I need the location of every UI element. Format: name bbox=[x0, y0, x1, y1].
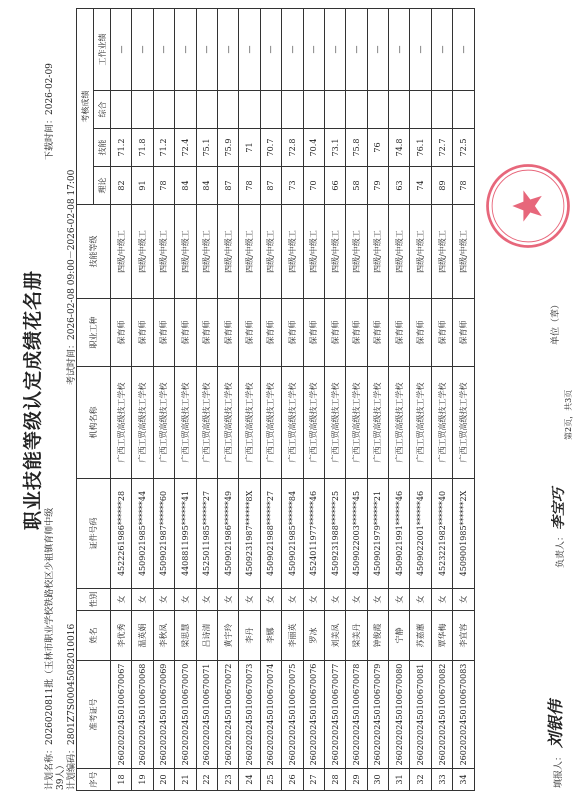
header-job: 职业工种 bbox=[77, 299, 111, 367]
cell-name: 钟俊霞 bbox=[367, 611, 388, 661]
header-skill: 技能 bbox=[94, 129, 111, 167]
cell-theory: 87 bbox=[217, 167, 238, 205]
plan-name-continued: 39人） bbox=[56, 760, 66, 790]
cell-work: — bbox=[346, 9, 367, 91]
cell-name: 李宜容 bbox=[453, 611, 474, 661]
cell-id: 4509231987******8X bbox=[239, 479, 260, 589]
cell-overall bbox=[132, 91, 153, 129]
cell-gender: 女 bbox=[111, 589, 132, 611]
cell-gender: 女 bbox=[431, 589, 452, 611]
cell-id: 4509021985******84 bbox=[282, 479, 303, 589]
cell-theory: 78 bbox=[153, 167, 174, 205]
cell-level: 四级/中级工 bbox=[111, 205, 132, 299]
cell-ticket: 26020202450100670073 bbox=[239, 661, 260, 769]
header-theory: 理论 bbox=[94, 167, 111, 205]
cell-org: 广西工贸高级技工学校 bbox=[260, 367, 281, 479]
cell-skill: 72.4 bbox=[175, 129, 196, 167]
page-number: 第2页，共3页 bbox=[564, 389, 573, 440]
cell-job: 保育师 bbox=[410, 299, 431, 367]
cell-seq: 24 bbox=[239, 769, 260, 791]
table-row bbox=[346, 9, 367, 791]
cell-overall bbox=[453, 91, 474, 129]
cell-job: 保育师 bbox=[111, 299, 132, 367]
filler-label: 填报人： bbox=[554, 751, 564, 788]
header-ticket: 准考证号 bbox=[77, 661, 111, 769]
cell-level: 四级/中级工 bbox=[389, 205, 410, 299]
cell-ticket: 26020202450100670075 bbox=[282, 661, 303, 769]
cell-org: 广西工贸高级技工学校 bbox=[324, 367, 345, 479]
header-work: 工作业绩 bbox=[94, 9, 111, 91]
cell-work: — bbox=[132, 9, 153, 91]
cell-id: 4509021979******21 bbox=[367, 479, 388, 589]
cell-gender: 女 bbox=[239, 589, 260, 611]
cell-work: — bbox=[324, 9, 345, 91]
cell-job: 保育师 bbox=[153, 299, 174, 367]
cell-ticket: 26020202450100670072 bbox=[217, 661, 238, 769]
cell-overall bbox=[217, 91, 238, 129]
cell-gender: 女 bbox=[324, 589, 345, 611]
cell-overall bbox=[260, 91, 281, 129]
cell-skill: 71.2 bbox=[153, 129, 174, 167]
cell-name: 温英娟 bbox=[132, 611, 153, 661]
cell-name: 苏嘉蕙 bbox=[410, 611, 431, 661]
cell-id: 4509231988******25 bbox=[324, 479, 345, 589]
cell-overall bbox=[367, 91, 388, 129]
cell-seq: 25 bbox=[260, 769, 281, 791]
cell-id: 4509021988******27 bbox=[260, 479, 281, 589]
cell-gender: 女 bbox=[389, 589, 410, 611]
print-time: 下载时间：2026-02-09 bbox=[45, 63, 55, 160]
cell-job: 保育师 bbox=[260, 299, 281, 367]
filler-handwriting: 刘银伟 bbox=[546, 699, 565, 748]
cell-ticket: 26020202450100670078 bbox=[346, 661, 367, 769]
cell-org: 广西工贸高级技工学校 bbox=[453, 367, 474, 479]
cell-work: — bbox=[175, 9, 196, 91]
cell-name: 宁静 bbox=[389, 611, 410, 661]
cell-job: 保育师 bbox=[431, 299, 452, 367]
table-row bbox=[303, 9, 324, 791]
cell-job: 保育师 bbox=[175, 299, 196, 367]
cell-id: 4525011985******27 bbox=[196, 479, 217, 589]
cell-seq: 18 bbox=[111, 769, 132, 791]
cell-theory: 74 bbox=[410, 167, 431, 205]
cell-id: 4522261986******28 bbox=[111, 479, 132, 589]
table-row bbox=[196, 9, 217, 791]
cell-skill: 73.1 bbox=[324, 129, 345, 167]
cell-seq: 27 bbox=[303, 769, 324, 791]
cell-seq: 32 bbox=[410, 769, 431, 791]
cell-level: 四级/中级工 bbox=[260, 205, 281, 299]
cell-theory: 66 bbox=[324, 167, 345, 205]
cell-ticket: 26020202450100670083 bbox=[453, 661, 474, 769]
cell-overall bbox=[196, 91, 217, 129]
leader-label: 负责人： bbox=[556, 531, 566, 568]
header-scores: 考核成绩 bbox=[77, 9, 94, 205]
cell-overall bbox=[175, 91, 196, 129]
cell-name: 吕诗清 bbox=[196, 611, 217, 661]
cell-id: 4509021987******60 bbox=[153, 479, 174, 589]
cell-skill: 75.1 bbox=[196, 129, 217, 167]
cell-name: 李秋凤 bbox=[153, 611, 174, 661]
cell-name: 李丹 bbox=[239, 611, 260, 661]
cell-seq: 26 bbox=[282, 769, 303, 791]
cell-seq: 34 bbox=[453, 769, 474, 791]
cell-org: 广西工贸高级技工学校 bbox=[239, 367, 260, 479]
table-row bbox=[132, 9, 153, 791]
cell-level: 四级/中级工 bbox=[196, 205, 217, 299]
cell-ticket: 26020202450100670082 bbox=[431, 661, 452, 769]
cell-overall bbox=[346, 91, 367, 129]
cell-name: 梁美丹 bbox=[346, 611, 367, 661]
cell-org: 广西工贸高级技工学校 bbox=[196, 367, 217, 479]
cell-job: 保育师 bbox=[217, 299, 238, 367]
cell-work: — bbox=[453, 9, 474, 91]
cell-skill: 76 bbox=[367, 129, 388, 167]
leader-signature bbox=[548, 488, 568, 568]
cell-gender: 女 bbox=[132, 589, 153, 611]
cell-ticket: 26020202450100670068 bbox=[132, 661, 153, 769]
table-row bbox=[111, 9, 132, 791]
cell-gender: 女 bbox=[196, 589, 217, 611]
cell-gender: 女 bbox=[410, 589, 431, 611]
cell-skill: 72.5 bbox=[453, 129, 474, 167]
cell-job: 保育师 bbox=[303, 299, 324, 367]
cell-org: 广西工贸高级技工学校 bbox=[153, 367, 174, 479]
cell-overall bbox=[153, 91, 174, 129]
cell-skill: 72.8 bbox=[282, 129, 303, 167]
cell-level: 四级/中级工 bbox=[132, 205, 153, 299]
cell-id: 4408811995******41 bbox=[175, 479, 196, 589]
cell-job: 保育师 bbox=[132, 299, 153, 367]
cell-gender: 女 bbox=[282, 589, 303, 611]
cell-gender: 女 bbox=[303, 589, 324, 611]
cell-work: — bbox=[196, 9, 217, 91]
cell-theory: 84 bbox=[196, 167, 217, 205]
cell-gender: 女 bbox=[367, 589, 388, 611]
cell-seq: 30 bbox=[367, 769, 388, 791]
official-seal-stamp bbox=[482, 160, 574, 252]
cell-skill: 75.9 bbox=[217, 129, 238, 167]
header-gender: 性别 bbox=[77, 589, 111, 611]
cell-level: 四级/中级工 bbox=[239, 205, 260, 299]
cell-gender: 女 bbox=[217, 589, 238, 611]
cell-skill: 76.1 bbox=[410, 129, 431, 167]
cell-skill: 71.2 bbox=[111, 129, 132, 167]
cell-work: — bbox=[389, 9, 410, 91]
cell-seq: 28 bbox=[324, 769, 345, 791]
cell-work: — bbox=[153, 9, 174, 91]
cell-id: 4509021986******49 bbox=[217, 479, 238, 589]
cell-theory: 79 bbox=[367, 167, 388, 205]
cell-theory: 70 bbox=[303, 167, 324, 205]
cell-org: 广西工贸高级技工学校 bbox=[303, 367, 324, 479]
cell-id: 4509022003******45 bbox=[346, 479, 367, 589]
cell-level: 四级/中级工 bbox=[453, 205, 474, 299]
cell-work: — bbox=[410, 9, 431, 91]
cell-name: 李丽英 bbox=[282, 611, 303, 661]
cell-gender: 女 bbox=[153, 589, 174, 611]
table-row bbox=[217, 9, 238, 791]
cell-level: 四级/中级工 bbox=[346, 205, 367, 299]
cell-theory: 78 bbox=[453, 167, 474, 205]
cell-id: 4524011977******46 bbox=[303, 479, 324, 589]
header-id: 证件号码 bbox=[77, 479, 111, 589]
cell-work: — bbox=[217, 9, 238, 91]
cell-seq: 31 bbox=[389, 769, 410, 791]
cell-theory: 58 bbox=[346, 167, 367, 205]
cell-overall bbox=[431, 91, 452, 129]
cell-job: 保育师 bbox=[239, 299, 260, 367]
cell-gender: 女 bbox=[453, 589, 474, 611]
cell-id: 4523221982******40 bbox=[431, 479, 452, 589]
cell-skill: 70.7 bbox=[260, 129, 281, 167]
cell-overall bbox=[111, 91, 132, 129]
cell-theory: 78 bbox=[239, 167, 260, 205]
cell-ticket: 26020202450100670079 bbox=[367, 661, 388, 769]
cell-name: 覃华梅 bbox=[431, 611, 452, 661]
cell-overall bbox=[282, 91, 303, 129]
cell-theory: 87 bbox=[260, 167, 281, 205]
cell-ticket: 26020202450100670081 bbox=[410, 661, 431, 769]
plan-name: 计划名称：2026020811批（玉林市职业学校铁路校区少祖镇育师中级 bbox=[45, 507, 55, 790]
cell-job: 保育师 bbox=[324, 299, 345, 367]
cell-ticket: 26020202450100670080 bbox=[389, 661, 410, 769]
cell-org: 广西工贸高级技工学校 bbox=[367, 367, 388, 479]
cell-work: — bbox=[282, 9, 303, 91]
cell-level: 四级/中级工 bbox=[367, 205, 388, 299]
cell-name: 李娜 bbox=[260, 611, 281, 661]
cell-skill: 71 bbox=[239, 129, 260, 167]
cell-name: 李优秀 bbox=[111, 611, 132, 661]
table-row bbox=[453, 9, 474, 791]
cell-org: 广西工贸高级技工学校 bbox=[346, 367, 367, 479]
cell-ticket: 26020202450100670067 bbox=[111, 661, 132, 769]
cell-seq: 21 bbox=[175, 769, 196, 791]
cell-work: — bbox=[239, 9, 260, 91]
cell-level: 四级/中级工 bbox=[217, 205, 238, 299]
table-row bbox=[175, 9, 196, 791]
cell-name: 罗冰 bbox=[303, 611, 324, 661]
cell-work: — bbox=[367, 9, 388, 91]
table-row bbox=[282, 9, 303, 791]
cell-org: 广西工贸高级技工学校 bbox=[111, 367, 132, 479]
cell-org: 广西工贸高级技工学校 bbox=[132, 367, 153, 479]
cell-seq: 19 bbox=[132, 769, 153, 791]
table-row bbox=[260, 9, 281, 791]
cell-seq: 29 bbox=[346, 769, 367, 791]
filler-signature bbox=[543, 700, 566, 788]
cell-theory: 91 bbox=[132, 167, 153, 205]
cell-ticket: 26020202450100670076 bbox=[303, 661, 324, 769]
cell-overall bbox=[410, 91, 431, 129]
cell-job: 保育师 bbox=[389, 299, 410, 367]
cell-overall bbox=[303, 91, 324, 129]
table-row bbox=[431, 9, 452, 791]
cell-job: 保育师 bbox=[196, 299, 217, 367]
cell-skill: 75.8 bbox=[346, 129, 367, 167]
cell-ticket: 26020202450100670077 bbox=[324, 661, 345, 769]
cell-skill: 72.7 bbox=[431, 129, 452, 167]
cell-seq: 33 bbox=[431, 769, 452, 791]
cell-overall bbox=[324, 91, 345, 129]
cell-theory: 63 bbox=[389, 167, 410, 205]
cell-gender: 女 bbox=[346, 589, 367, 611]
cell-org: 广西工贸高级技工学校 bbox=[431, 367, 452, 479]
cell-seq: 22 bbox=[196, 769, 217, 791]
cell-work: — bbox=[303, 9, 324, 91]
cell-theory: 82 bbox=[111, 167, 132, 205]
cell-level: 四级/中级工 bbox=[410, 205, 431, 299]
header-name: 姓名 bbox=[77, 611, 111, 661]
cell-level: 四级/中级工 bbox=[153, 205, 174, 299]
cell-gender: 女 bbox=[260, 589, 281, 611]
cell-id: 4509001985******2X bbox=[453, 479, 474, 589]
cell-gender: 女 bbox=[175, 589, 196, 611]
cell-org: 广西工贸高级技工学校 bbox=[282, 367, 303, 479]
table-row bbox=[367, 9, 388, 791]
cell-org: 广西工贸高级技工学校 bbox=[389, 367, 410, 479]
plan-number: 计划编码：2801Z7S00045082010016 bbox=[67, 623, 77, 790]
cell-name: 刘美凤 bbox=[324, 611, 345, 661]
cell-skill: 70.4 bbox=[303, 129, 324, 167]
cell-job: 保育师 bbox=[346, 299, 367, 367]
cell-org: 广西工贸高级技工学校 bbox=[175, 367, 196, 479]
cell-ticket: 26020202450100670069 bbox=[153, 661, 174, 769]
cell-work: — bbox=[260, 9, 281, 91]
cell-level: 四级/中级工 bbox=[431, 205, 452, 299]
cell-ticket: 26020202450100670070 bbox=[175, 661, 196, 769]
cell-id: 4509021985******44 bbox=[132, 479, 153, 589]
cell-work: — bbox=[431, 9, 452, 91]
cell-theory: 84 bbox=[175, 167, 196, 205]
cell-level: 四级/中级工 bbox=[303, 205, 324, 299]
cell-job: 保育师 bbox=[453, 299, 474, 367]
score-table bbox=[76, 8, 475, 791]
cell-ticket: 26020202450100670074 bbox=[260, 661, 281, 769]
table-row bbox=[153, 9, 174, 791]
table-row bbox=[410, 9, 431, 791]
cell-theory: 73 bbox=[282, 167, 303, 205]
cell-org: 广西工贸高级技工学校 bbox=[410, 367, 431, 479]
cell-job: 保育师 bbox=[282, 299, 303, 367]
cell-overall bbox=[389, 91, 410, 129]
header-seq: 序号 bbox=[77, 769, 111, 791]
cell-level: 四级/中级工 bbox=[324, 205, 345, 299]
header-overall: 综合 bbox=[94, 91, 111, 129]
cell-work: — bbox=[111, 9, 132, 91]
header-org: 机构名称 bbox=[77, 367, 111, 479]
cell-skill: 74.8 bbox=[389, 129, 410, 167]
cell-skill: 71.8 bbox=[132, 129, 153, 167]
header-level: 技能等级 bbox=[77, 205, 111, 299]
cell-id: 4509022001******46 bbox=[410, 479, 431, 589]
cell-seq: 23 bbox=[217, 769, 238, 791]
table-row bbox=[239, 9, 260, 791]
exam-time: 考试时间：2026-02-08 09:00－2026-02-08 17:00 bbox=[67, 169, 77, 385]
cell-job: 保育师 bbox=[367, 299, 388, 367]
cell-level: 四级/中级工 bbox=[175, 205, 196, 299]
leader-handwriting: 李宝巧 bbox=[551, 487, 567, 530]
unit-seal-label: 单位（章） bbox=[551, 299, 561, 345]
cell-ticket: 26020202450100670071 bbox=[196, 661, 217, 769]
cell-seq: 20 bbox=[153, 769, 174, 791]
document-title: 职业技能等级认定成绩花名册 bbox=[22, 270, 44, 531]
seal-star bbox=[512, 190, 541, 221]
cell-overall bbox=[239, 91, 260, 129]
cell-name: 黄宇玲 bbox=[217, 611, 238, 661]
cell-level: 四级/中级工 bbox=[282, 205, 303, 299]
table-row bbox=[324, 9, 345, 791]
cell-org: 广西工贸高级技工学校 bbox=[217, 367, 238, 479]
cell-theory: 89 bbox=[431, 167, 452, 205]
cell-name: 梁思慧 bbox=[175, 611, 196, 661]
cell-id: 4509021991******46 bbox=[389, 479, 410, 589]
table-row bbox=[389, 9, 410, 791]
